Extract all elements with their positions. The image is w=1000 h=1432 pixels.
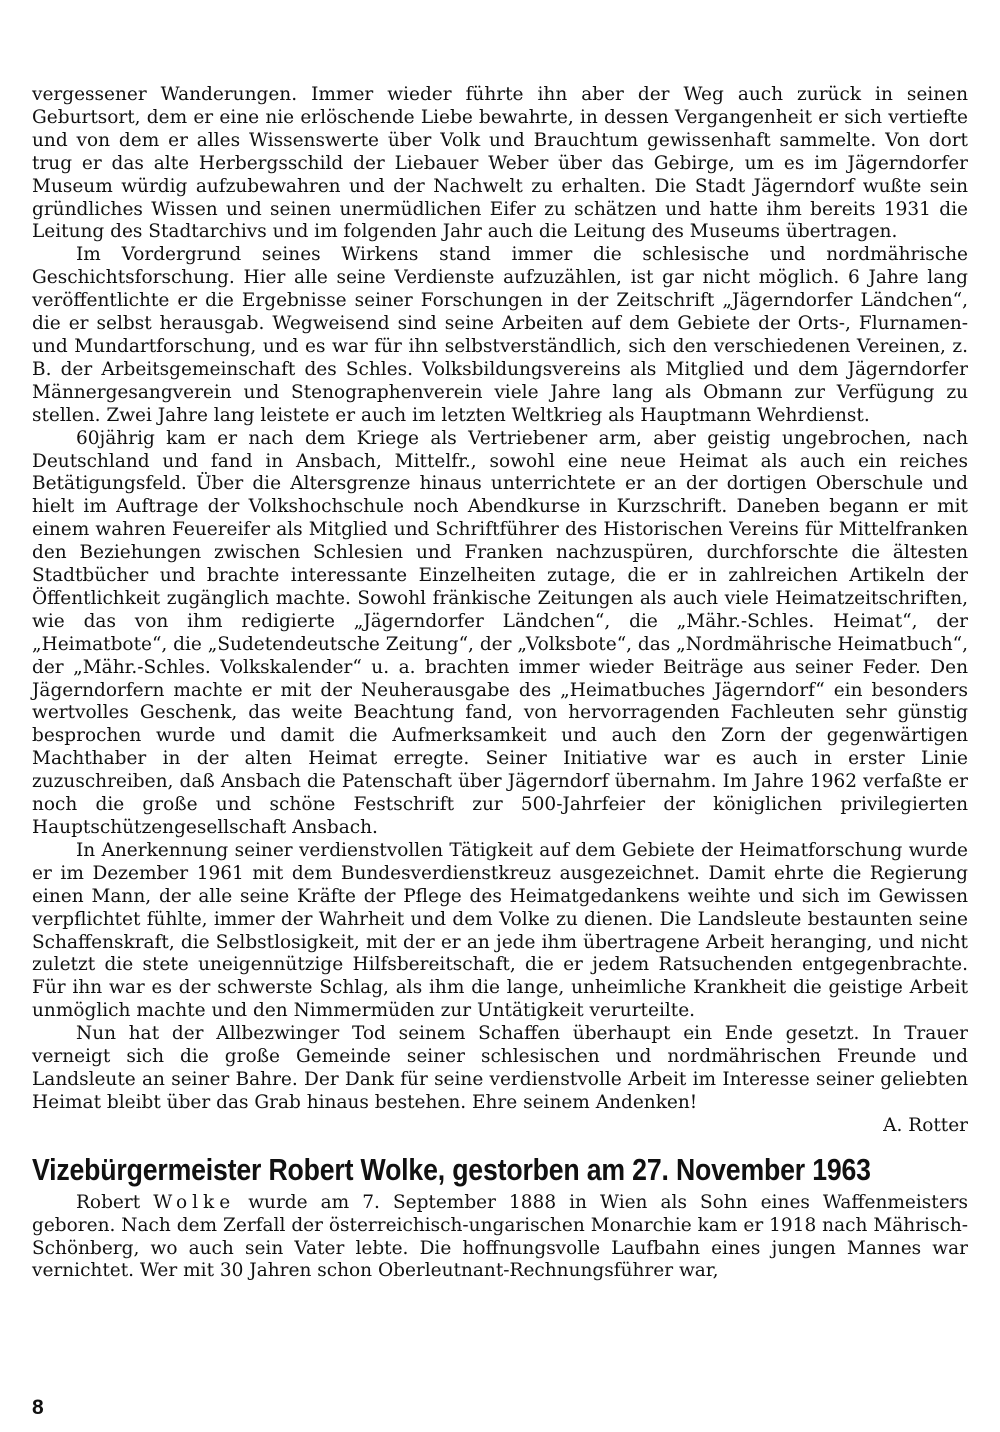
paragraph-mourning: Nun hat der Allbezwinger Tod seinem Schaffen überhaupt ein Ende gesetzt. In Trauer verneigt sich die große Gemeinde seiner schlesischen und nordmährischen Freunde und Landsleute an seiner Bahre. Der Dank für seine verdienstvolle Arbeit im Interesse seiner geliebten Heimat bleibt über das Grab hinaus bestehen. Ehre seinem Andenken! — [32, 1023, 968, 1113]
person-first-name: Robert — [76, 1191, 141, 1213]
paragraph-ansbach: 60jährig kam er nach dem Kriege als Vertriebener arm, aber geistig ungebrochen, nach Deutschland und fand in Ansbach, Mittelfr., sowohl eine neue Heimat als auch ein reiches Betätigungsfeld. Über die Altersgrenze hinaus unterrichtete er an der dortigen Oberschule und hielt im Auftrage der Volkshochschule noch Abendkurse in Kurzschrift. Daneben begann er mit einem wahren Feuereifer als Mitglied und Schriftführer des Historischen Vereins für Mittelfranken den Beziehungen zwischen Schlesien und Franken nachzuspüren, durchforschte die ältesten Stadtbücher und brachte interessante Einzelheiten zutage, die er in zahlreichen Artikeln der Öffentlichkeit zugänglich machte. Sowohl fränkische Zeitungen als auch viele Heimatzeitschriften, wie das von ihm redigierte „Jägerndorfer Ländchen“, die „Mähr.-Schles. Heimat“, der „Heimatbote“, die „Sudetendeutsche Zeitung“, der „Volksbote“, das „Nordmährische Heimatbuch“, der „Mähr.-Schles. Volkskalender“ u. a. brachten immer wieder Beiträge aus seiner Feder. Den Jägerndorfern machte er mit der Neuherausgabe des „Heimatbuches Jägerndorf“ ein besonders wertvolles Geschenk, das weite Beachtung fand, von hervorragenden Fachleuten sehr günstig besprochen wurde und damit die Aufmerksamkeit und auch den Zorn der gegenwärtigen Machthaber in der alten Heimat erregte. Seiner Initiative war es auch in erster Linie zuzuschreiben, daß Ansbach die Patenschaft über Jägerndorf übernahm. Im Jahre 1962 verfaßte er noch die große und schöne Festschrift zur 500-Jahrfeier der königlichen privilegierten Hauptschützengesellschaft Ansbach. — [32, 427, 968, 838]
paragraph-wolke-text: wurde am 7. September 1888 in Wien als Sohn eines Waffenmeisters geboren. Nach dem Zerfall der österreichisch-ungarischen Monarchie kam er 1918 nach Mährisch-Schönberg, wo auch sein Vater lebte. Die hoffnungsvolle Laufbahn eines jungen Mannes war vernichtet. Wer mit 30 Jahren schon Oberleutnant-Rechnungsführer war, — [32, 1191, 968, 1282]
author-signature: A. Rotter — [883, 1114, 968, 1136]
page-body — [32, 84, 968, 1283]
page-number: 8 — [32, 1396, 44, 1419]
paragraph-research: Im Vordergrund seines Wirkens stand immer die schlesische und nordmährische Geschichtsforschung. Hier alle seine Verdienste aufzuzählen, ist gar nicht möglich. 6 Jahre lang veröffentlichte er die Ergebnisse seiner Forschungen in der Zeitschrift „Jägerndorfer Ländchen“, die er selbst herausgab. Wegweisend sind seine Arbeiten auf dem Gebiete der Orts-, Flurnamen- und Mundartforschung, und es war für ihn selbstverständlich, sich den verschiedenen Vereinen, z. B. der Arbeitsgemeinschaft des Schles. Volksbildungsvereins als Mitglied und dem Jägerndorfer Männergesangverein und Stenographenverein viele Jahre lang als Obmann zur Verfügung zu stellen. Zwei Jahre lang leistete er auch im letzten Weltkrieg als Hauptmann Wehrdienst. — [32, 244, 968, 426]
person-surname: Wolke — [153, 1191, 236, 1213]
paragraph-wolke-intro — [32, 1192, 968, 1284]
paragraph-museum: vergessener Wanderungen. Immer wieder führte ihn aber der Weg auch zurück in seinen Geburtsort, dem er eine nie erlöschende Liebe bewahrte, in dessen Vergangenheit er sich vertiefte und von dem er alles Wissenswerte über Volk und Brauchtum gewissenhaft sammelte. Von dort trug er das alte Herbergsschild der Liebauer Weber über das Gebirge, um es im Jägerndorfer Museum würdig aufzubewahren und der Nachwelt zu erhalten. Die Stadt Jägerndorf wußte sein gründliches Wissen und seinen unermüdlichen Eifer zu schätzen und hatte ihm bereits 1931 die Leitung des Stadtarchivs und im folgenden Jahr auch die Leitung des Museums übertragen. — [32, 84, 968, 243]
paragraph-honors: In Anerkennung seiner verdienstvollen Tätigkeit auf dem Gebiete der Heimatforschung wurde er im Dezember 1961 mit dem Bundesverdienstkreuz ausgezeichnet. Damit ehrte die Regierung einen Mann, der alle seine Kräfte der Pflege des Heimatgedankens weihte und sich im Gewissen verpflichtet fühlte, immer der Wahrheit und dem Volke zu dienen. Die Landsleute bestaunten seine Schaffenskraft, die Selbstlosigkeit, mit der er an jede ihm übertragene Arbeit heranging, und nicht zuletzt die stete uneigennützige Hilfsbereitschaft, die er jedem Ratsuchenden entgegenbrachte. Für ihn war es der schwerste Schlag, als ihm die lange, unheimliche Krankheit die geistige Arbeit unmöglich machte und den Nimmermüden zur Untätigkeit verurteilte. — [32, 839, 968, 1022]
obituary-heading: Vizebürgermeister Robert Wolke, gestorben am 27. November 1963 — [32, 1151, 871, 1187]
